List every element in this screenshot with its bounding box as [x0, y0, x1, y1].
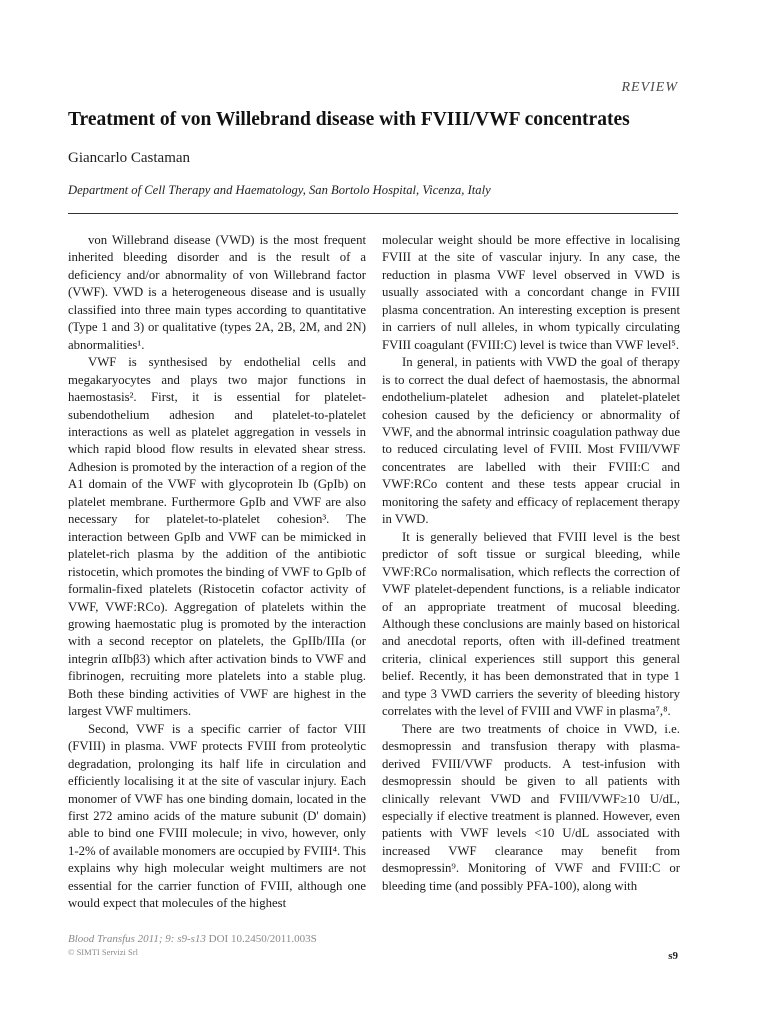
article-title: Treatment of von Willebrand disease with FVIII/VWF concentrates [68, 109, 630, 130]
journal-citation: Blood Transfus 2011; 9: s9-s13 [68, 933, 206, 945]
header-divider [68, 213, 678, 214]
doi[interactable]: DOI 10.2450/2011.003S [208, 933, 317, 945]
author-affiliation: Department of Cell Therapy and Haematology, San Bortolo Hospital, Vicenza, Italy [68, 183, 491, 197]
body-paragraph-continued: molecular weight should be more effective in localising FVIII at the site of vascular injury. In any case, the reduction in plasma VWF level observed in VWD is usually associated with a concordant change in FVIII plasma concentration. An interesting exception is present in carriers of null alleles, in whom typically circulating FVIII coagulant (FVIII:C) level is twice than VWF level⁵. [382, 233, 680, 352]
body-paragraph: VWF is synthesised by endothelial cells and megakaryocytes and plays two major functions in haemostasis². First, it is essential for platelet-subendothelium adhesion and platelet-to-platelet interactions as well as platelet aggregation in vessels in which rapid blood flow results in elevated shear stress. Adhesion is promoted by the interaction of a region of the A1 domain of the VWF with glycoprotein Ib (GpIb) on platelet membrane. Furthermore GpIb and VWF are also necessary for platelet-to-platelet cohesion³. The interaction between GpIb and VWF can be mimicked in platelet-rich plasma by the addition of the antibiotic ristocetin, which promotes the binding of VWF to GpIb of formalin-fixed platelets (Ristocetin cofactor activity of VWF, VWF:RCo). Aggregation of platelets within the growing haemostatic plug is promoted by the interaction with a second receptor on platelets, the GpIIb/IIIa (or integrin αIIbβ3) which after activation binds to VWF and fibrinogen, recruiting more platelets into a stable plug. Both these binding activities of VWF are highest in the largest VWF multimers. [68, 355, 366, 719]
copyright-notice: © SIMTI Servizi Srl [68, 947, 138, 957]
body-paragraph: von Willebrand disease (VWD) is the most frequent inherited bleeding disorder and is the result of a deficiency and/or abnormality of von Willebrand factor (VWF). VWD is a heterogeneous disease and is usually classified into three main types according to quantitative (Type 1 and 3) or qualitative (types 2A, 2B, 2M, and 2N) abnormalities¹. [68, 233, 366, 352]
page-number: s9 [668, 950, 678, 962]
body-paragraph: In general, in patients with VWD the goal of therapy is to correct the dual defect of haemostasis, the abnormal endothelium-platelet adhesion and platelet-platelet cohesion caused by the deficiency or abnormality of VWF, and the abnormal intrinsic coagulation pathway due to reduced circulating level of FVIII. Most FVIII/VWF concentrates are labelled with their FVIII:C and VWF:RCo content and these tests appear crucial in monitoring the safety and efficacy of replacement therapy in VWD. [382, 355, 680, 527]
right-column [382, 232, 680, 895]
body-paragraph: Second, VWF is a specific carrier of factor VIII (FVIII) in plasma. VWF protects FVIII from proteolytic degradation, prolonging its half life in circulation and efficiently localising it at the site of vascular injury. Each monomer of VWF has one binding domain, located in the first 272 amino acids of the mature subunit (D' domain) able to bind one FVIII molecule; in vivo, however, only 1-2% of available monomers are occupied by FVIII⁴. This explains why high molecular weight multimers are not essential for the carrier function of FVIII, although one would expect that molecules of the highest [68, 721, 366, 911]
footer-citation [68, 933, 317, 945]
left-column [68, 232, 366, 913]
section-label: REVIEW [621, 80, 678, 95]
body-paragraph: There are two treatments of choice in VWD, i.e. desmopressin and transfusion therapy with plasma-derived FVIII/VWF products. A test-infusion with desmopressin should be given to all patients with clinically relevant VWD and FVIII/VWF≥10 U/dL, especially if elective treatment is planned. However, even patients with VWF levels <10 U/dL associated with increased VWF clearance may benefit from desmopressin⁹. Monitoring of VWF and FVIII:C or bleeding time (and possibly PFA-100), along with [382, 721, 680, 893]
article-author: Giancarlo Castaman [68, 150, 191, 166]
body-paragraph: It is generally believed that FVIII level is the best predictor of soft tissue or surgical bleeding, while VWF:RCo normalisation, which reflects the correction of VWF platelet-dependent functions, is a reliable indicator of an appropriate treatment of mucosal bleeding. Although these conclusions are mainly based on historical and anecdotal reports, often with ill-defined treatment criteria, clinical experiences still support this general belief. Recently, it has been demonstrated that in type 1 and type 3 VWD carriers the severity of bleeding history correlates with the level of FVIII and VWF in plasma⁷,⁸. [382, 529, 680, 719]
